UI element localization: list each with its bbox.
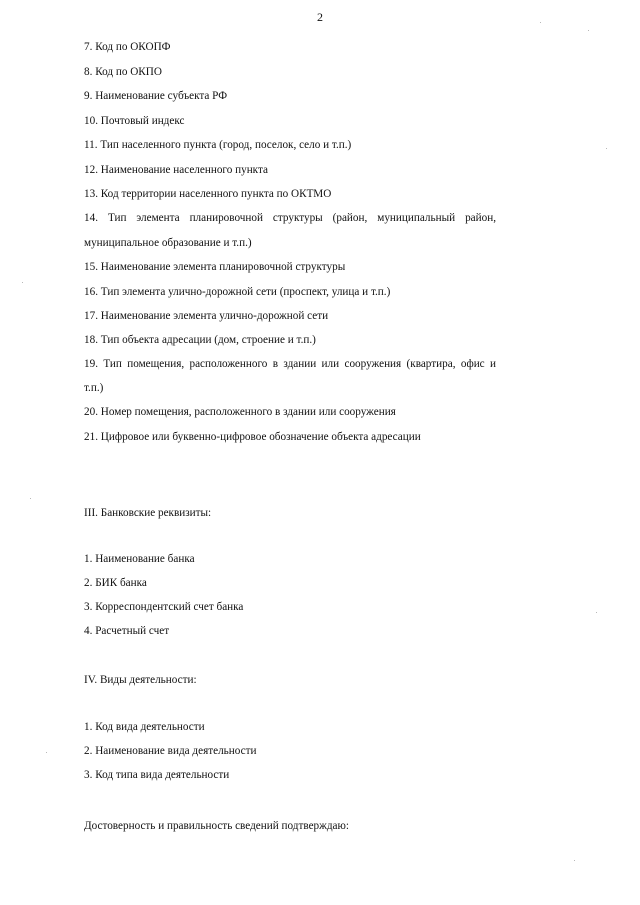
scan-speck: [22, 282, 23, 283]
activity-item-name: 2. Наименование вида деятельности: [84, 745, 257, 757]
activity-item-type-code: 3. Код типа вида деятельности: [84, 769, 230, 781]
scan-speck: [606, 148, 607, 149]
scan-speck: [588, 30, 589, 31]
list-item-premises-type-cont: т.п.): [84, 382, 104, 394]
list-item-postal-index: 10. Почтовый индекс: [84, 115, 185, 127]
list-item-settlement-name: 12. Наименование населенного пункта: [84, 164, 268, 176]
list-item-planning-structure-type: 14. Тип элемента планировочной структуры (район, муниципальный район,: [84, 212, 496, 224]
list-item-premises-number: 20. Номер помещения, расположенного в здании или сооружения: [84, 406, 396, 418]
list-item-okpo: 8. Код по ОКПО: [84, 66, 162, 78]
bank-item-name: 1. Наименование банка: [84, 553, 195, 565]
confirmation-text: Достоверность и правильность сведений подтверждаю:: [84, 820, 349, 832]
page-number: 2: [317, 10, 323, 24]
list-item-okopf: 7. Код по ОКОПФ: [84, 41, 171, 53]
list-item-settlement-type: 11. Тип населенного пункта (город, поселок, село и т.п.): [84, 139, 352, 151]
scan-speck: [30, 498, 31, 499]
list-item-planning-structure-name: 15. Наименование элемента планировочной структуры: [84, 261, 346, 273]
scan-speck: [540, 22, 541, 23]
list-item-road-network-name: 17. Наименование элемента улично-дорожной сети: [84, 310, 329, 322]
list-item-subject-rf: 9. Наименование субъекта РФ: [84, 90, 228, 102]
list-item-oktmo: 13. Код территории населенного пункта по ОКТМО: [84, 188, 332, 200]
scan-speck: [596, 612, 597, 613]
bank-item-corr-account: 3. Корреспондентский счет банка: [84, 601, 244, 613]
list-item-address-object-type: 18. Тип объекта адресации (дом, строение и т.п.): [84, 334, 316, 346]
list-item-planning-structure-type-cont: муниципальное образование и т.п.): [84, 237, 252, 249]
list-item-premises-type: 19. Тип помещения, расположенного в здании или сооружения (квартира, офис и: [84, 358, 496, 370]
activity-section-heading: IV. Виды деятельности:: [84, 674, 197, 686]
bank-section-heading: III. Банковские реквизиты:: [84, 507, 212, 519]
bank-item-settlement-account: 4. Расчетный счет: [84, 625, 170, 637]
scan-speck: [46, 752, 47, 753]
bank-item-bik: 2. БИК банка: [84, 577, 147, 589]
scan-speck: [574, 860, 575, 861]
activity-item-code: 1. Код вида деятельности: [84, 721, 205, 733]
list-item-address-object-designation: 21. Цифровое или буквенно-цифровое обозначение объекта адресации: [84, 431, 421, 443]
list-item-road-network-type: 16. Тип элемента улично-дорожной сети (проспект, улица и т.п.): [84, 286, 391, 298]
